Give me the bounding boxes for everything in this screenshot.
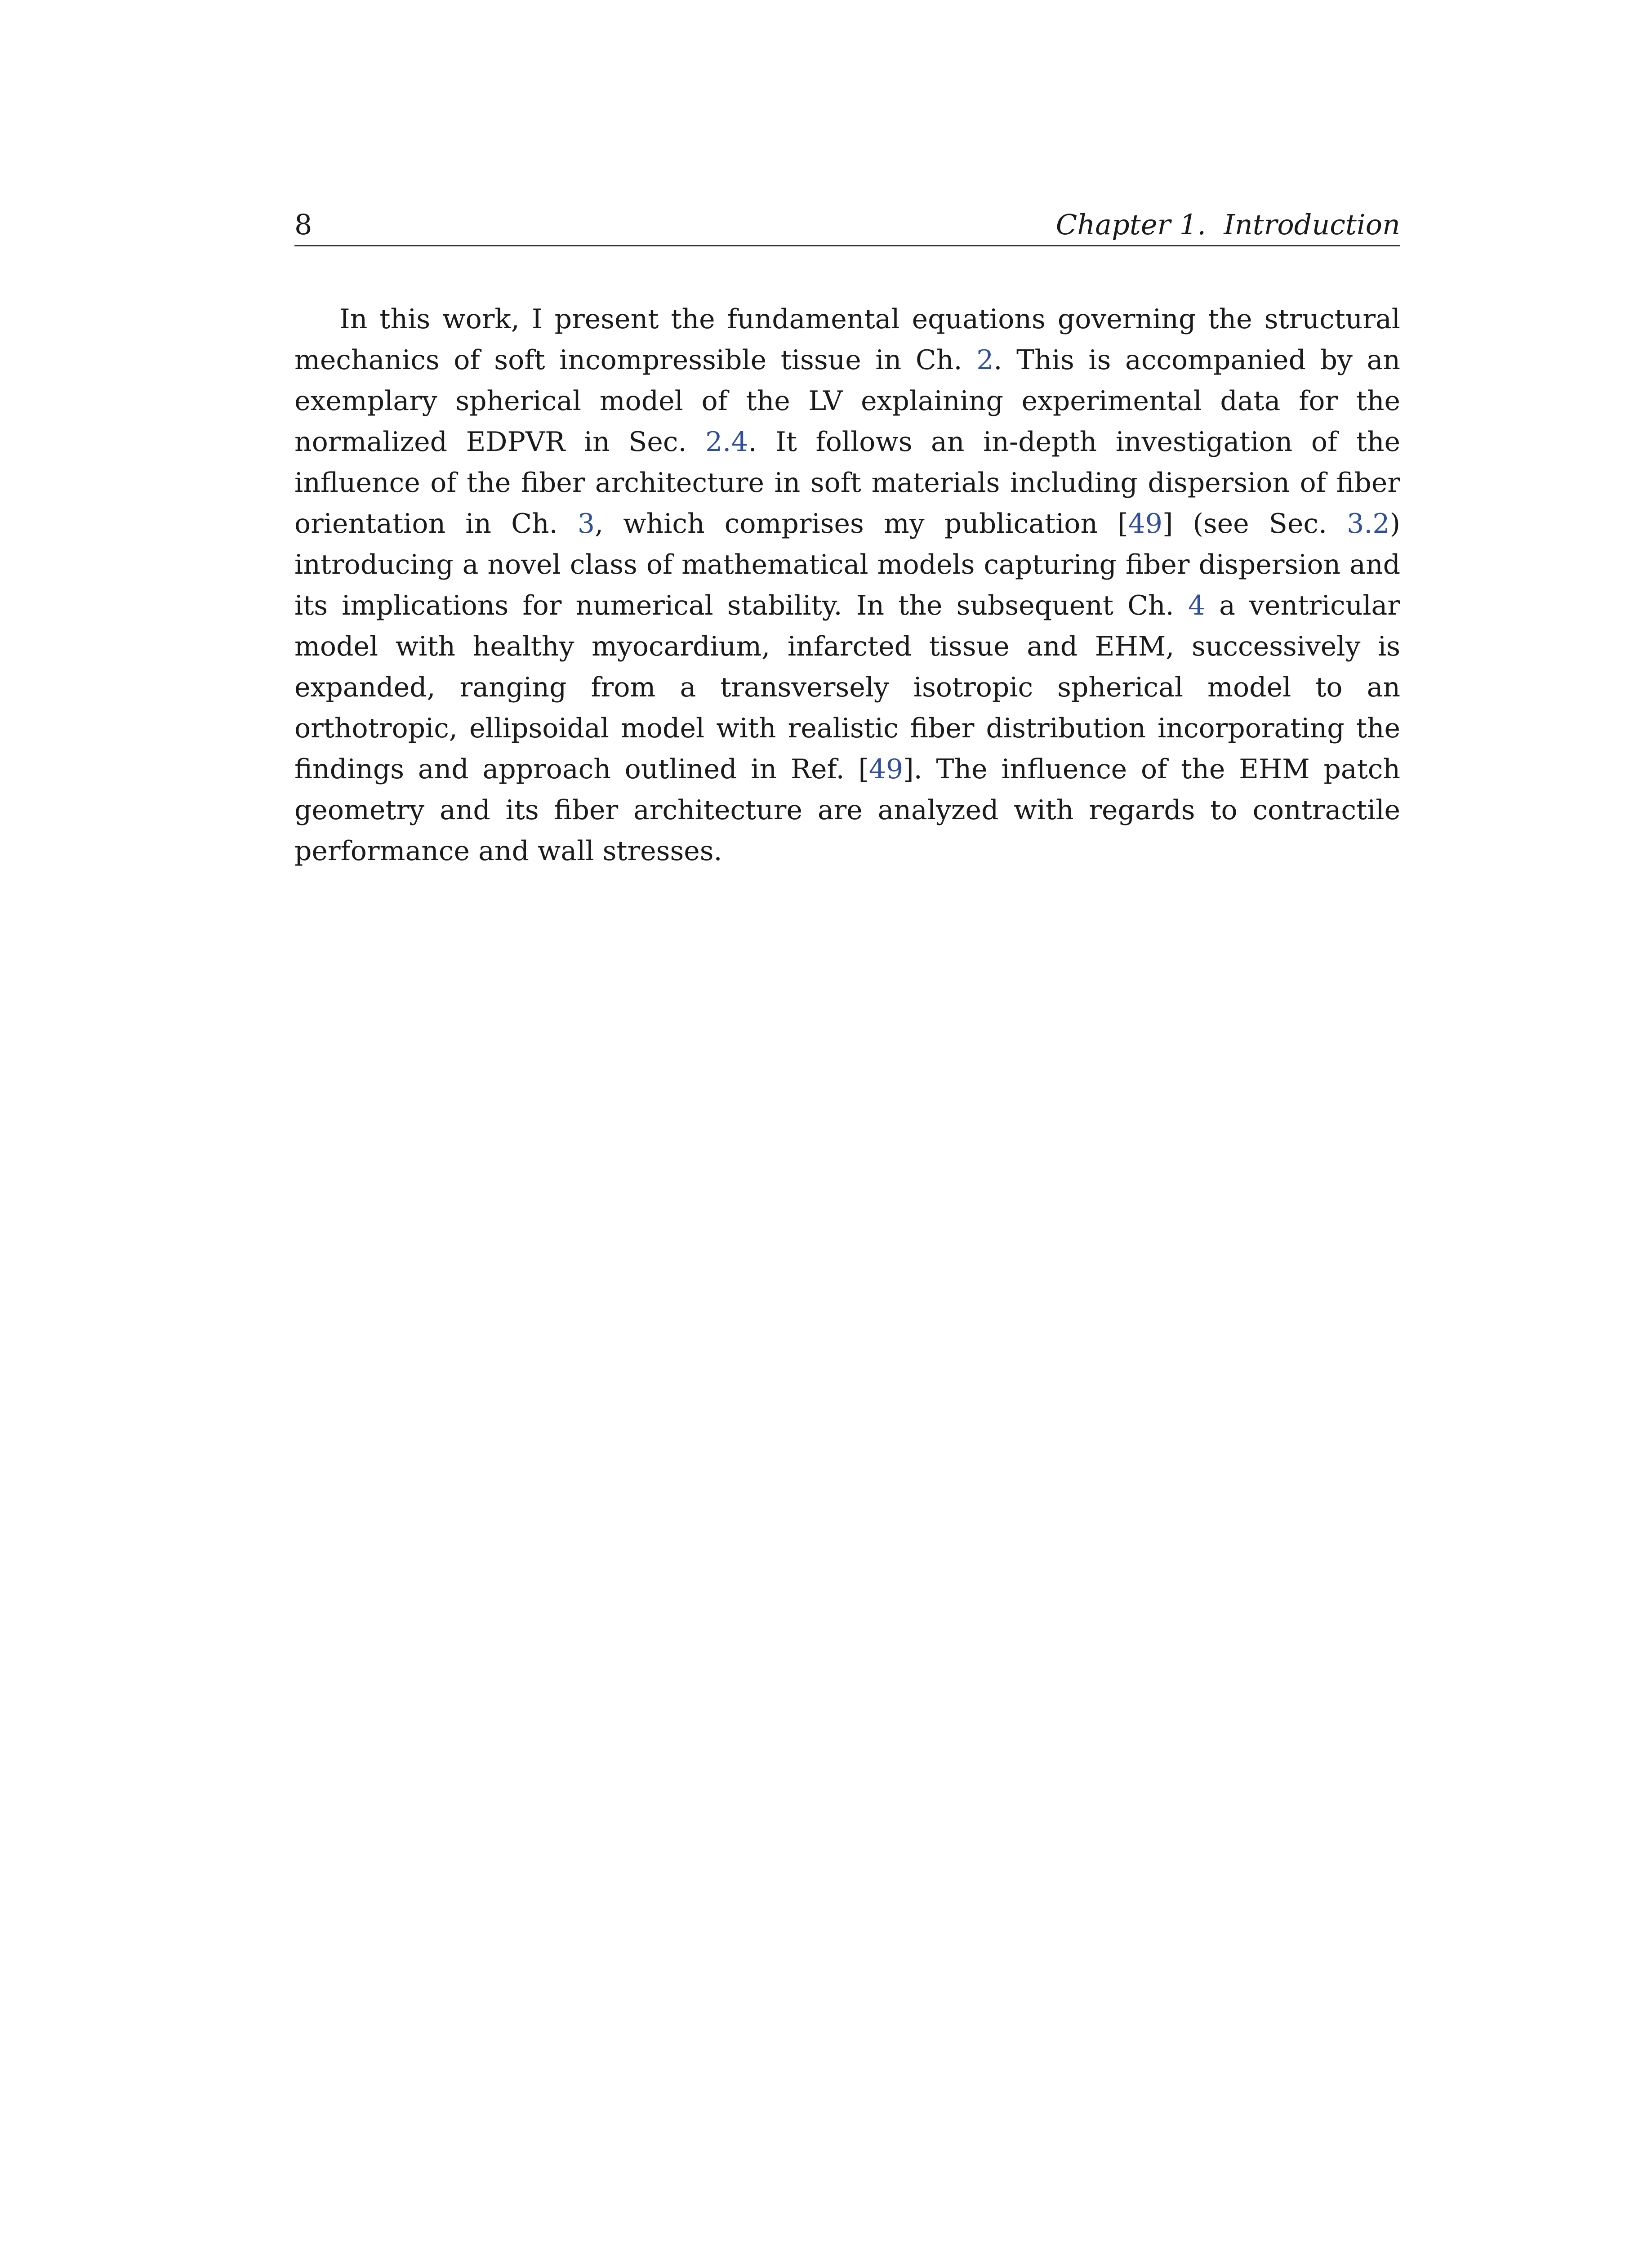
paragraph-text: In this work, I present the fundamental equations governing the structural mechanics of soft incompressible tissue in Ch. — [294, 303, 1400, 376]
section-ref-link[interactable]: 2.4 — [705, 426, 748, 458]
body-paragraph — [294, 299, 1400, 872]
page-number: 8 — [294, 208, 312, 241]
citation-link[interactable]: 49 — [868, 754, 904, 785]
paragraph-text: . It follows an in-depth investigation of the influence of the fiber architecture in soft materials including dispersion of fiber orientation in Ch. — [294, 426, 1400, 540]
running-header — [294, 205, 1400, 246]
chapter-ref-link[interactable]: 3 — [577, 508, 595, 540]
paragraph-text: , which comprises my publication [ — [595, 508, 1128, 540]
paragraph-text: ]. The influence of the EHM patch geometry and its fiber architecture are analyzed with regards to contractile performance and wall stresses. — [294, 754, 1400, 867]
chapter-title: Chapter 1. Introduction — [1055, 208, 1400, 241]
paragraph-text: ] (see Sec. — [1162, 508, 1347, 540]
paragraph-text: ) introducing a novel class of mathematical models capturing fiber dispersion and its implications for numerical stability. In the subsequent Ch. — [294, 508, 1401, 621]
paragraph-text: a ventricular model with healthy myocardium, infarcted tissue and EHM, successively is expanded, ranging from a transversely isotropic spherical model to an orthotropic, ellipsoidal model with realistic fiber distribution incorporating the findings and approach outlined in Ref. [ — [294, 590, 1400, 785]
section-ref-link[interactable]: 3.2 — [1347, 508, 1390, 540]
chapter-ref-link[interactable]: 4 — [1188, 590, 1206, 621]
chapter-ref-link[interactable]: 2 — [976, 344, 994, 376]
paragraph-text: . This is accompanied by an exemplary spherical model of the LV explaining experimental data for the normalized EDPVR in Sec. — [294, 344, 1400, 458]
citation-link[interactable]: 49 — [1128, 508, 1162, 540]
